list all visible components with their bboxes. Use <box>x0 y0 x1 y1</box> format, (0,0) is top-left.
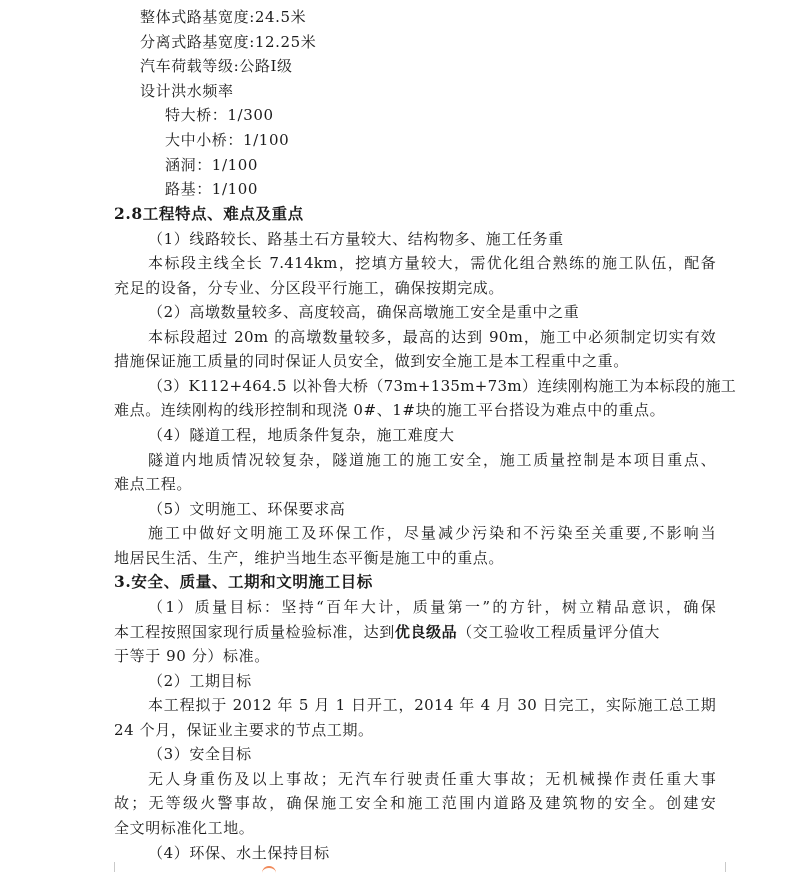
point-4-body-line-2: 难点工程。 <box>114 475 193 493</box>
flood-item-small-bridge: 大中小桥：1/100 <box>165 131 290 149</box>
margin-corner-right <box>725 862 736 872</box>
goal-3-title: （3）安全目标 <box>148 745 252 763</box>
decorative-mark <box>262 866 276 874</box>
flood-item-subgrade: 路基：1/100 <box>165 180 259 198</box>
point-1-body-line-1: 本标段主线全长 7.414km，挖填方量较大，需优化组合熟练的施工队伍，配备 <box>148 254 716 272</box>
section-2-8-heading: 2.8工程特点、难点及重点 <box>114 204 304 223</box>
goal-3-body-line-3: 全文明标准化工地。 <box>114 819 255 837</box>
goal-1-quality-grade: 优良级品 <box>394 623 458 641</box>
point-4-body-line-1: 隧道内地质情况较复杂，隧道施工的施工安全，施工质量控制是本项目重点、 <box>148 451 716 469</box>
point-5-body-line-1: 施工中做好文明施工及环保工作，尽量减少污染和不污染至关重要,不影响当 <box>148 524 716 542</box>
goal-1-line-3: 于等于 90 分）标准。 <box>114 647 270 665</box>
point-4-title: （4）隧道工程，地质条件复杂，施工难度大 <box>148 426 455 444</box>
point-2-body-line-1: 本标段超过 20m 的高墩数量较多，最高的达到 90m，施工中必须制定切实有效 <box>148 328 716 346</box>
goal-2-title: （2）工期目标 <box>148 672 252 690</box>
point-2-title: （2）高墩数量较多、高度较高，确保高墩施工安全是重中之重 <box>148 303 580 321</box>
goal-4-title: （4）环保、水土保持目标 <box>148 844 330 862</box>
goal-1-line-2-a: 本工程按照国家现行质量检验标准，达到 <box>114 623 395 641</box>
point-2-body-line-2: 措施保证施工质量的同时保证人员安全，做到安全施工是本工程重中之重。 <box>114 352 629 370</box>
goal-1-line-2-b: （交工验收工程质量评分值大 <box>457 623 661 641</box>
point-5-body-line-2: 地居民生活、生产，维护当地生态平衡是施工中的重点。 <box>114 549 505 567</box>
goal-2-body-line-2: 24 个月，保证业主要求的节点工期。 <box>114 721 374 739</box>
spec-vehicle-load-class: 汽车荷载等级:公路I级 <box>140 57 293 75</box>
goal-3-body-line-2: 故；无等级火警事故，确保施工安全和施工范围内道路及建筑物的安全。创建安 <box>114 794 716 812</box>
spec-flood-frequency-label: 设计洪水频率 <box>140 82 234 100</box>
goal-2-body-line-1: 本工程拟于 2012 年 5 月 1 日开工，2014 年 4 月 30 日完工，实际施工总工期 <box>148 696 716 714</box>
point-3-line-2: 难点。连续刚构的线形控制和现浇 0#、1#块的施工平台搭设为难点中的重点。 <box>114 401 666 419</box>
point-5-title: （5）文明施工、环保要求高 <box>148 500 346 518</box>
spec-subgrade-width-integral: 整体式路基宽度:24.5米 <box>140 8 307 26</box>
point-1-body-line-2: 充足的设备，分专业、分区段平行施工，确保按期完成。 <box>114 279 505 297</box>
goal-1-line-1: （1）质量目标：坚持“百年大计，质量第一”的方针，树立精品意识，确保 <box>148 598 716 616</box>
section-3-heading: 3.安全、质量、工期和文明施工目标 <box>114 572 373 591</box>
goal-3-body-line-1: 无人身重伤及以上事故；无汽车行驶责任重大事故；无机械操作责任重大事 <box>148 770 716 788</box>
flood-item-culvert: 涵洞：1/100 <box>165 156 259 174</box>
flood-item-large-bridge: 特大桥：1/300 <box>165 106 274 124</box>
margin-corner-left <box>104 862 115 872</box>
point-1-title: （1）线路较长、路基土石方量较大、结构物多、施工任务重 <box>148 230 564 248</box>
point-3-line-1: （3）K112+464.5 以补鲁大桥（73m+135m+73m）连续刚构施工为本标段的施工 <box>148 377 737 395</box>
spec-subgrade-width-separate: 分离式路基宽度:12.25米 <box>140 33 317 51</box>
goal-1-line-2 <box>114 622 660 642</box>
